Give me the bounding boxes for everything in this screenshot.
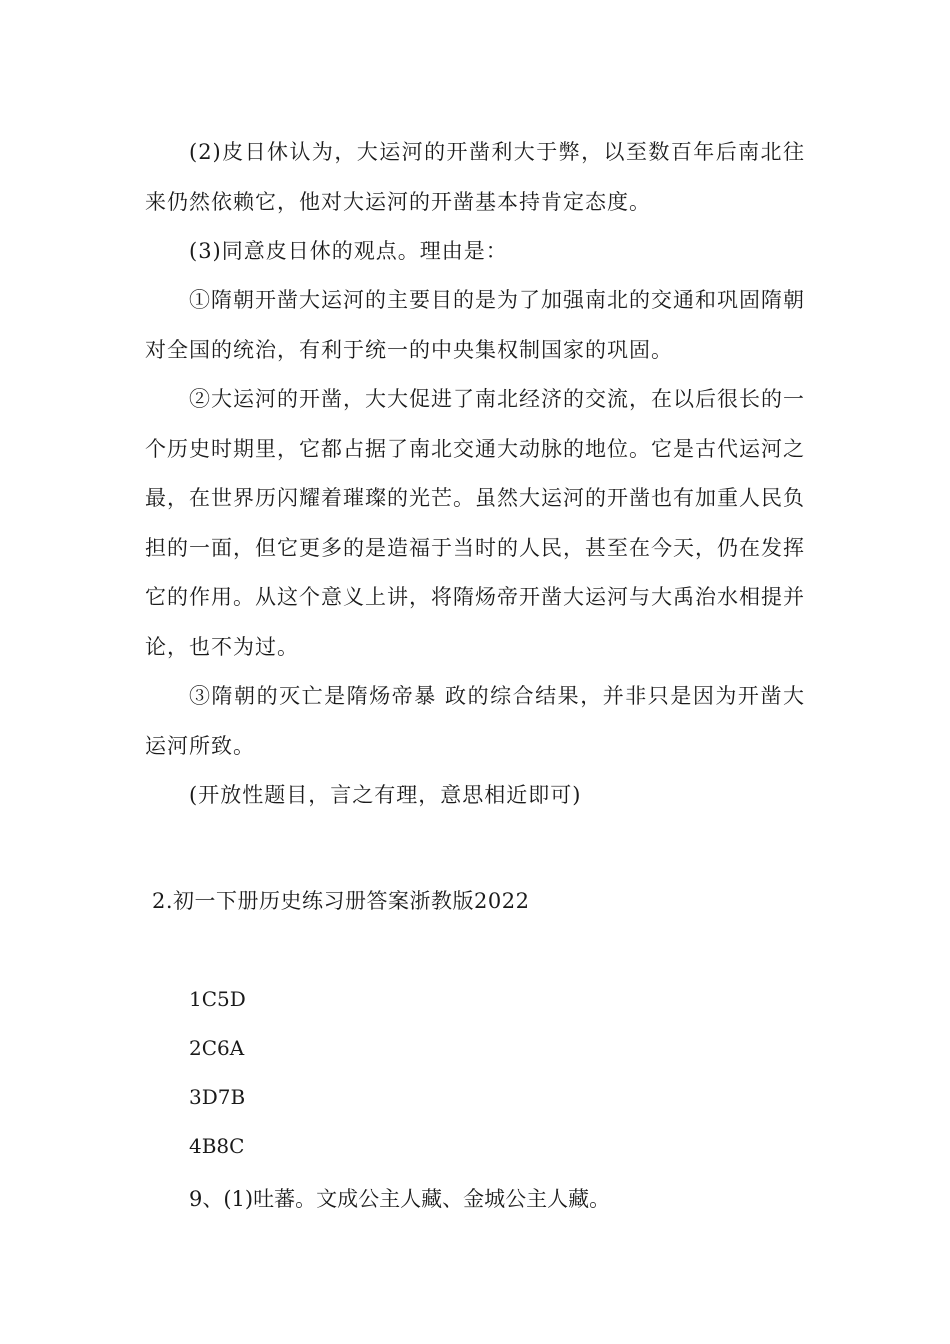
paragraph-reason-2: ②大运河的开凿，大大促进了南北经济的交流，在以后很长的一个历史时期里，它都占据了南北交通大动脉的地位。它是古代运河之最，在世界历闪耀着璀璨的光芒。虽然大运河的开凿也有加重人民负担的一面，但它更多的是造福于当时的人民，甚至在今天，仍在发挥它的作用。从这个意义上讲，将隋炀帝开凿大运河与大禹治水相提并论，也不为过。	[145, 387, 805, 659]
paragraph-reason-1: ①隋朝开凿大运河的主要目的是为了加强南北的交通和巩固隋朝对全国的统治，有利于统一的中央集权制国家的巩固。	[145, 288, 805, 362]
answer-line: 3D7B	[189, 1085, 246, 1109]
answer-9-line: 9、(1)吐蕃。文成公主人藏、金城公主人藏。	[189, 1187, 611, 1211]
paragraph-reason-3: ③隋朝的灭亡是隋炀帝暴 政的综合结果，并非只是因为开凿大运河所致。	[145, 684, 805, 758]
paragraph-answer-2: (2)皮日休认为，大运河的开凿利大于弊，以至数百年后南北往来仍然依赖它，他对大运河的开凿基本持肯定态度。	[145, 140, 805, 214]
paragraph-answer-3-intro: (3)同意皮日休的观点。理由是：	[189, 239, 508, 263]
answer-line: 2C6A	[189, 1036, 245, 1060]
paragraph-note: (开放性题目，言之有理，意思相近即可)	[189, 783, 582, 807]
section-heading: 2.初一下册历史练习册答案浙教版2022	[152, 889, 530, 913]
answer-line: 4B8C	[189, 1134, 245, 1158]
answer-line: 1C5D	[189, 987, 246, 1011]
